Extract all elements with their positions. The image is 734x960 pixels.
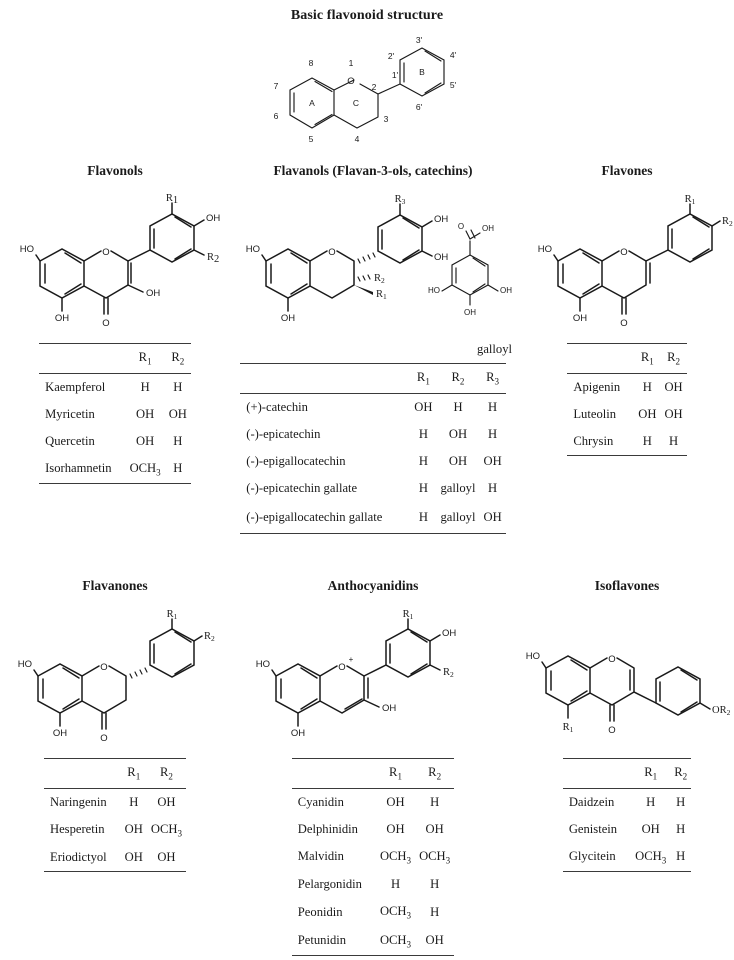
cell-r2: galloyl	[437, 502, 480, 534]
cell-r1: OH	[136, 433, 155, 448]
cell-r1: OH	[124, 822, 143, 837]
cell-r1: H	[418, 480, 428, 495]
compound-name: Kaempferol	[45, 379, 106, 394]
col-header-r2: $R_2$	[415, 759, 454, 789]
cell-r2: H	[430, 794, 440, 809]
core-oxygen-label: O	[347, 76, 355, 87]
isoflavone-ketone-o: O	[608, 725, 616, 736]
ring-a-label: A	[309, 98, 315, 108]
flavone-ring-oxygen: O	[620, 247, 628, 258]
isoflavone-ring-oxygen: O	[608, 654, 616, 665]
flavanone-r2-label: R2	[204, 631, 215, 643]
flavanol-oh-5: OH	[280, 313, 296, 324]
col-header-r1: $R_1$	[634, 344, 660, 374]
col-header-r1: $R_1$	[631, 759, 670, 789]
compound-name: (-)-epigallocatechin gallate	[240, 502, 410, 534]
panel-flavonols	[0, 163, 230, 484]
cell-r1: H	[646, 794, 656, 809]
table-row	[292, 927, 454, 956]
table-row	[39, 373, 191, 401]
compound-name: Glycitein	[563, 843, 631, 872]
cell-r2: OH	[448, 453, 468, 468]
position-1-label: 1	[348, 58, 354, 68]
flavonol-structure	[0, 193, 230, 343]
cell-r2: OH	[448, 426, 468, 441]
col-header-r2: $R_2$	[437, 364, 480, 394]
compound-name: Petunidin	[292, 927, 376, 956]
flavone-structure	[520, 193, 734, 343]
compound-name: Eriodictyol	[44, 844, 121, 872]
col-header-r2: $R_2$	[670, 759, 691, 789]
col-header-r2: $R_2$	[660, 344, 686, 374]
flavanol-r2-label: R2	[374, 273, 385, 285]
cell-r2: H	[453, 399, 463, 414]
cell-r1: H	[140, 379, 150, 394]
compound-name: Genistein	[568, 821, 618, 836]
flavanone-ho-7: HO	[17, 659, 32, 670]
position-2-label: 2	[371, 82, 377, 92]
cell-r1: OH	[641, 821, 660, 836]
compound-name: Malvidin	[297, 849, 344, 864]
anthocyanidin-oh-4prime: OH	[442, 628, 457, 639]
position-6-label: 6	[273, 111, 279, 121]
cell-r1: H	[390, 877, 401, 892]
flavonol-ho-7: HO	[19, 244, 34, 255]
isoflavone-r1-label: R1	[562, 722, 574, 734]
cell-r1: OH	[386, 794, 405, 809]
cell-r1: OH	[414, 399, 433, 414]
cell-r3: OH	[479, 502, 505, 534]
col-header-r2: $R_2$	[147, 759, 186, 789]
cell-r1: $OCH_3$	[379, 904, 412, 921]
flavone-ho-7: HO	[537, 244, 552, 255]
flavanol-ring-oxygen: O	[328, 247, 336, 258]
table-row	[39, 401, 191, 428]
anthocyanidin-plus-charge: +	[348, 655, 354, 664]
flavanol-oh-4prime: OH	[434, 214, 449, 225]
panel-anthocyanidins	[228, 578, 518, 956]
col-header-name	[567, 344, 634, 374]
position-3-label: 3	[383, 114, 389, 124]
compound-name: Daidzein	[568, 794, 615, 809]
flavonol-oh-5: OH	[54, 313, 70, 324]
flavanone-structure	[0, 608, 230, 758]
flavonols-table	[39, 343, 191, 484]
anthocyanidin-ho-7: HO	[255, 659, 270, 670]
position-5prime-label: 5'	[449, 80, 457, 90]
flavonol-oh-3: OH	[146, 288, 161, 299]
compound-name: Apigenin	[573, 379, 621, 394]
flavanone-ketone-o: O	[100, 733, 108, 744]
position-4prime-label: 4'	[449, 50, 457, 60]
flavonol-ketone-o: O	[102, 318, 110, 329]
flavones-table	[567, 343, 686, 456]
position-4-label: 4	[354, 134, 360, 144]
table-row	[292, 871, 454, 898]
compound-name: Hesperetin	[50, 822, 105, 837]
galloyl-ho-3: HO	[428, 286, 440, 295]
flavone-r1-label: R1	[684, 194, 696, 206]
position-7-label: 7	[273, 81, 279, 91]
col-header-r2: $R_2$	[165, 344, 191, 374]
ring-b-label: B	[419, 67, 425, 77]
table-row	[567, 428, 686, 456]
table-row	[292, 788, 454, 816]
page-title: Basic flavonoid structure	[290, 8, 444, 23]
cell-r1: $OCH_3$	[376, 927, 415, 956]
flavanones-table	[44, 758, 186, 872]
cell-r2: OH	[157, 794, 176, 809]
cell-r3: H	[488, 480, 498, 495]
flavonol-ring-oxygen: O	[102, 247, 110, 258]
compound-name: Quercetin	[45, 433, 95, 448]
cell-r2: H	[676, 794, 686, 809]
ring-c-label: C	[352, 98, 360, 108]
compound-name: (-)-epicatechin gallate	[246, 480, 358, 495]
cell-r2: galloyl	[440, 480, 476, 495]
position-1prime-label: 1'	[391, 70, 399, 80]
panel-flavones	[520, 163, 734, 456]
flavone-oh-5: OH	[572, 313, 588, 324]
table-row	[44, 844, 186, 872]
compound-name: Myricetin	[45, 406, 95, 421]
galloyl-caption: galloyl	[477, 342, 512, 356]
anthocyanidin-structure	[228, 608, 518, 758]
compound-name: (-)-epicatechin	[246, 426, 321, 441]
cell-r1: OH	[386, 821, 405, 836]
cell-r2: H	[430, 877, 440, 892]
anthocyanidin-r1-label: R1	[402, 609, 414, 621]
compound-name: (-)-epigallocatechin	[246, 453, 346, 468]
cell-r1: $OCH_3$	[631, 843, 670, 872]
table-row	[240, 502, 505, 534]
position-2prime-label: 2'	[387, 51, 395, 61]
isoflavone-ho-7: HO	[525, 651, 540, 662]
panel-isoflavones	[520, 578, 734, 872]
cell-r2: OH	[147, 844, 186, 872]
compound-name: Naringenin	[50, 794, 107, 809]
anthocyanidin-oh-3: OH	[382, 703, 397, 714]
table-row	[563, 816, 691, 843]
galloyl-oh-acid: OH	[482, 224, 494, 233]
position-8-label: 8	[308, 58, 314, 68]
compound-name: Pelargonidin	[297, 877, 362, 892]
col-header-r1: $R_1$	[121, 759, 147, 789]
cell-r1: H	[410, 502, 436, 534]
cell-r3: H	[488, 426, 498, 441]
table-row	[292, 816, 454, 843]
table-row	[39, 455, 191, 484]
compound-name: Luteolin	[573, 406, 617, 421]
col-header-r3: $R_3$	[479, 364, 505, 394]
position-3prime-label: 3'	[415, 35, 423, 45]
col-header-name	[39, 344, 125, 374]
col-header-name	[44, 759, 121, 789]
cell-r2: OH	[168, 406, 187, 421]
table-row	[292, 843, 454, 872]
cell-r2: OH	[664, 379, 683, 394]
flavanol-oh-5prime: OH	[434, 252, 449, 263]
flavanone-r1-label: R1	[166, 609, 178, 621]
cell-r2: $OCH_3$	[419, 848, 451, 866]
flavones-table-wrap	[520, 343, 734, 456]
cell-r1: H	[418, 453, 428, 468]
position-5-label: 5	[308, 134, 314, 144]
cell-r2: H	[165, 455, 191, 484]
cell-r1: OH	[121, 844, 147, 872]
compound-name: Isorhamnetin	[39, 455, 125, 484]
col-header-name	[292, 759, 376, 789]
flavanone-oh-5: OH	[52, 728, 68, 739]
col-header-r1: $R_1$	[410, 364, 436, 394]
flavanols-table-wrap	[228, 363, 518, 534]
compound-name: Peonidin	[297, 904, 343, 919]
table-row	[240, 448, 505, 475]
position-6prime-label: 6'	[415, 102, 423, 112]
cell-r2: $OCH_3$	[150, 821, 182, 839]
cell-r1: H	[642, 379, 652, 394]
anthocyanidins-table	[292, 758, 454, 956]
isoflavones-table	[563, 758, 691, 872]
anthocyanidin-oh-5: OH	[290, 728, 306, 739]
cell-r2: H	[670, 843, 691, 872]
flavanol-r3-label: R3	[394, 194, 406, 206]
cell-r2: OH	[415, 927, 454, 956]
panel-flavanols	[228, 163, 518, 534]
flavanol-r1-label: R1	[376, 289, 387, 301]
galloyl-oh-5: OH	[500, 286, 512, 295]
flavone-ketone-o: O	[620, 318, 628, 329]
table-row	[39, 428, 191, 455]
cell-r2: H	[173, 433, 183, 448]
panel-title-flavanols: Flavanols (Flavan-3-ols, catechins)	[273, 163, 473, 178]
galloyl-oh-4: OH	[464, 308, 476, 317]
isoflavone-or2-label: OR2	[712, 705, 731, 717]
panel-title-flavonols: Flavonols	[87, 163, 143, 178]
cell-r2: OH	[664, 406, 683, 421]
panel-flavanones	[0, 578, 230, 872]
cell-r1: OH	[136, 406, 155, 421]
cell-r2: H	[430, 904, 440, 919]
galloyl-carbonyl-o: O	[457, 222, 465, 231]
col-header-r1: $R_1$	[126, 344, 165, 374]
cell-r3: H	[488, 399, 498, 414]
table-row	[44, 816, 186, 845]
table-row	[563, 788, 691, 816]
table-row	[240, 475, 505, 502]
panel-title-anthocyanidins: Anthocyanidins	[327, 578, 419, 593]
anthocyanidin-r2-label: R2	[443, 667, 454, 679]
cell-r1: $OCH_3$	[379, 848, 412, 866]
compound-name: Chrysin	[567, 428, 634, 456]
compound-name: (+)-catechin	[246, 399, 308, 414]
anthocyanidin-oxonium-o: O	[338, 662, 346, 673]
anthocyanidins-table-wrap	[228, 758, 518, 956]
cell-r1: $OCH_3$	[126, 455, 165, 484]
flavonol-r1-label: R1	[165, 193, 179, 206]
cell-r1: OH	[638, 406, 657, 421]
table-row	[240, 393, 505, 421]
compound-name: Delphinidin	[297, 821, 358, 836]
flavonols-table-wrap	[0, 343, 230, 484]
table-row	[44, 788, 186, 816]
cell-r2: OH	[425, 821, 444, 836]
col-header-name	[240, 364, 410, 394]
flavanone-ring-oxygen: O	[100, 662, 108, 673]
isoflavones-table-wrap	[520, 758, 734, 872]
table-row	[567, 373, 686, 401]
panel-title-isoflavones: Isoflavones	[594, 578, 660, 593]
flavanol-structure	[228, 193, 518, 356]
basic-flavonoid-structure	[247, 35, 487, 148]
panel-title-flavones: Flavones	[601, 163, 653, 178]
table-row	[567, 401, 686, 428]
cell-r2: H	[676, 821, 686, 836]
isoflavone-structure	[520, 608, 734, 758]
cell-r3: OH	[483, 453, 502, 468]
flavonol-oh-4prime: OH	[206, 213, 221, 224]
cell-r1: H	[418, 426, 428, 441]
col-header-name	[563, 759, 631, 789]
cell-r1: H	[634, 428, 660, 456]
galloyl-fragment	[428, 222, 512, 317]
compound-name: Cyanidin	[297, 794, 344, 809]
col-header-r1: $R_1$	[376, 759, 415, 789]
flavonol-r2-label: R2	[207, 252, 220, 265]
cell-r1: H	[129, 794, 139, 809]
cell-r2: H	[660, 428, 686, 456]
cell-r2: H	[173, 379, 183, 394]
flavone-r2-label: R2	[722, 216, 733, 228]
table-row	[240, 421, 505, 448]
table-row	[563, 843, 691, 872]
table-row	[292, 898, 454, 927]
flavanones-table-wrap	[0, 758, 230, 872]
panel-title-flavanones: Flavanones	[82, 578, 148, 593]
flavanols-table	[240, 363, 505, 534]
flavanol-ho-7: HO	[245, 244, 260, 255]
